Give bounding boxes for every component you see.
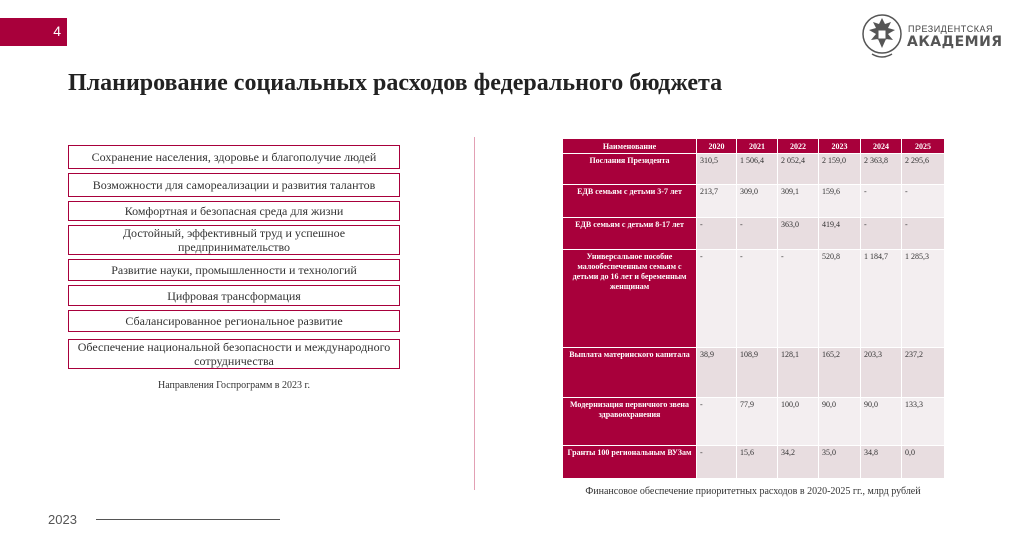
directions-caption: Направления Госпрограмм в 2023 г. bbox=[158, 380, 310, 391]
value-cell: 100,0 bbox=[778, 398, 819, 446]
value-cell: 2 159,0 bbox=[819, 154, 861, 185]
table-row bbox=[563, 446, 945, 479]
direction-item: Сбалансированное региональное развитие bbox=[68, 310, 400, 332]
header-cell: 2022 bbox=[778, 139, 819, 154]
value-cell: - bbox=[697, 218, 737, 250]
value-cell: 38,9 bbox=[697, 348, 737, 398]
direction-item: Сохранение населения, здоровье и благополучие людей bbox=[68, 145, 400, 169]
slide-title: Планирование социальных расходов федерального бюджета bbox=[68, 70, 723, 96]
value-cell: 1 184,7 bbox=[861, 250, 902, 348]
value-cell: - bbox=[697, 398, 737, 446]
value-cell: 35,0 bbox=[819, 446, 861, 479]
header-cell: 2024 bbox=[861, 139, 902, 154]
row-name-cell: ЕДВ семьям с детьми 3-7 лет bbox=[563, 185, 697, 218]
value-cell: - bbox=[697, 446, 737, 479]
table-row bbox=[563, 348, 945, 398]
academy-logo bbox=[860, 10, 1003, 66]
table-caption: Финансовое обеспечение приоритетных расходов в 2020-2025 гг., млрд рублей bbox=[585, 486, 921, 497]
value-cell: 2 052,4 bbox=[778, 154, 819, 185]
value-cell: 108,9 bbox=[737, 348, 778, 398]
value-cell: 15,6 bbox=[737, 446, 778, 479]
header-cell: 2025 bbox=[902, 139, 945, 154]
direction-item: Обеспечение национальной безопасности и международного сотрудничества bbox=[68, 339, 400, 369]
financing-table bbox=[562, 138, 945, 479]
value-cell: 90,0 bbox=[819, 398, 861, 446]
value-cell: 159,6 bbox=[819, 185, 861, 218]
table-header-row bbox=[563, 139, 945, 154]
header-cell: 2021 bbox=[737, 139, 778, 154]
row-name-cell: Модернизация первичного звена здравоохранения bbox=[563, 398, 697, 446]
direction-item: Возможности для самореализации и развития талантов bbox=[68, 173, 400, 197]
page-number: 4 bbox=[53, 23, 61, 39]
value-cell: 90,0 bbox=[861, 398, 902, 446]
value-cell: 165,2 bbox=[819, 348, 861, 398]
value-cell: 1 506,4 bbox=[737, 154, 778, 185]
value-cell: - bbox=[778, 250, 819, 348]
direction-item: Развитие науки, промышленности и технологий bbox=[68, 259, 400, 281]
row-name-cell: ЕДВ семьям с детьми 8-17 лет bbox=[563, 218, 697, 250]
value-cell: 34,2 bbox=[778, 446, 819, 479]
eagle-emblem-icon bbox=[860, 10, 904, 62]
value-cell: - bbox=[861, 185, 902, 218]
page-number-bar bbox=[0, 18, 67, 46]
value-cell: 128,1 bbox=[778, 348, 819, 398]
table-row bbox=[563, 154, 945, 185]
value-cell: - bbox=[737, 250, 778, 348]
header-cell: 2023 bbox=[819, 139, 861, 154]
value-cell: 237,2 bbox=[902, 348, 945, 398]
table-row bbox=[563, 398, 945, 446]
row-name-cell: Универсальное пособие малообеспеченным семьям с детьми до 16 лет и беременным женщинам bbox=[563, 250, 697, 348]
value-cell: - bbox=[697, 250, 737, 348]
value-cell: - bbox=[902, 185, 945, 218]
direction-item: Комфортная и безопасная среда для жизни bbox=[68, 201, 400, 221]
value-cell: 2 363,8 bbox=[861, 154, 902, 185]
header-cell: Наименование bbox=[563, 139, 697, 154]
value-cell: 34,8 bbox=[861, 446, 902, 479]
value-cell: 77,9 bbox=[737, 398, 778, 446]
value-cell: - bbox=[737, 218, 778, 250]
value-cell: 419,4 bbox=[819, 218, 861, 250]
row-name-cell: Выплата материнского капитала bbox=[563, 348, 697, 398]
value-cell: - bbox=[902, 218, 945, 250]
direction-item: Достойный, эффективный труд и успешное предпринимательство bbox=[68, 225, 400, 255]
footer-year: 2023 bbox=[48, 512, 77, 527]
value-cell: 133,3 bbox=[902, 398, 945, 446]
value-cell: - bbox=[861, 218, 902, 250]
value-cell: 0,0 bbox=[902, 446, 945, 479]
direction-item: Цифровая трансформация bbox=[68, 285, 400, 306]
header-cell: 2020 bbox=[697, 139, 737, 154]
value-cell: 213,7 bbox=[697, 185, 737, 218]
value-cell: 309,1 bbox=[778, 185, 819, 218]
table-row bbox=[563, 218, 945, 250]
footer-line bbox=[96, 519, 280, 520]
value-cell: 2 295,6 bbox=[902, 154, 945, 185]
value-cell: 520,8 bbox=[819, 250, 861, 348]
table-row bbox=[563, 250, 945, 348]
logo-line1: ПРЕЗИДЕНТСКАЯ bbox=[908, 24, 994, 34]
value-cell: 310,5 bbox=[697, 154, 737, 185]
value-cell: 203,3 bbox=[861, 348, 902, 398]
logo-line2: АКАДЕМИЯ bbox=[907, 34, 1003, 50]
value-cell: 363,0 bbox=[778, 218, 819, 250]
value-cell: 1 285,3 bbox=[902, 250, 945, 348]
row-name-cell: Гранты 100 региональным ВУЗам bbox=[563, 446, 697, 479]
vertical-divider bbox=[474, 137, 475, 490]
table-row bbox=[563, 185, 945, 218]
value-cell: 309,0 bbox=[737, 185, 778, 218]
row-name-cell: Послания Президента bbox=[563, 154, 697, 185]
